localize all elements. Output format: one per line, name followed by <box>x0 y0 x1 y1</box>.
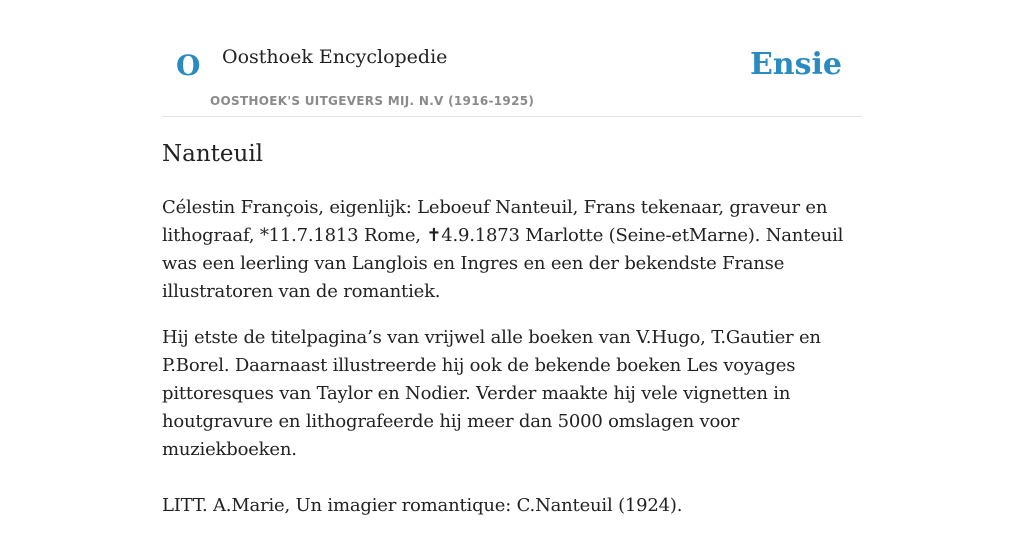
entry-content <box>162 140 862 538</box>
logo-icon[interactable]: O <box>176 49 201 82</box>
literature-reference: LITT. A.Marie, Un imagier romantique: C.Nanteuil (1924). <box>162 494 683 516</box>
publisher-subtitle: OOSTHOEK'S UITGEVERS MIJ. N.V (1916-1925) <box>210 94 535 108</box>
site-header <box>162 0 862 117</box>
ensie-logo-link[interactable]: Ensie <box>749 47 842 82</box>
encyclopedia-title[interactable]: Oosthoek Encyclopedie <box>222 46 448 68</box>
entry-paragraph-1: Célestin François, eigenlijk: Leboeuf Nanteuil, Frans tekenaar, graveur en lithograaf, *11.7.1813 Rome, ✝4.9.1873 Marlotte (Seine-etMarne). Nanteuil was een leerling van Langlois en Ingres en een der bekendste Franse illustratoren van de romantiek. <box>162 196 844 302</box>
entry-title: Nanteuil <box>162 141 264 167</box>
entry-paragraph-2: Hij etste de titelpagina’s van vrijwel alle boeken van V.Hugo, T.Gautier en P.Borel. Daarnaast illustreerde hij ook de bekende boeken Les voyages pittoresques van Taylor en Nodier. Verder maakte hij vele vignetten in houtgravure en lithografeerde hij meer dan 5000 omslagen voor muziekboeken. <box>162 326 821 460</box>
